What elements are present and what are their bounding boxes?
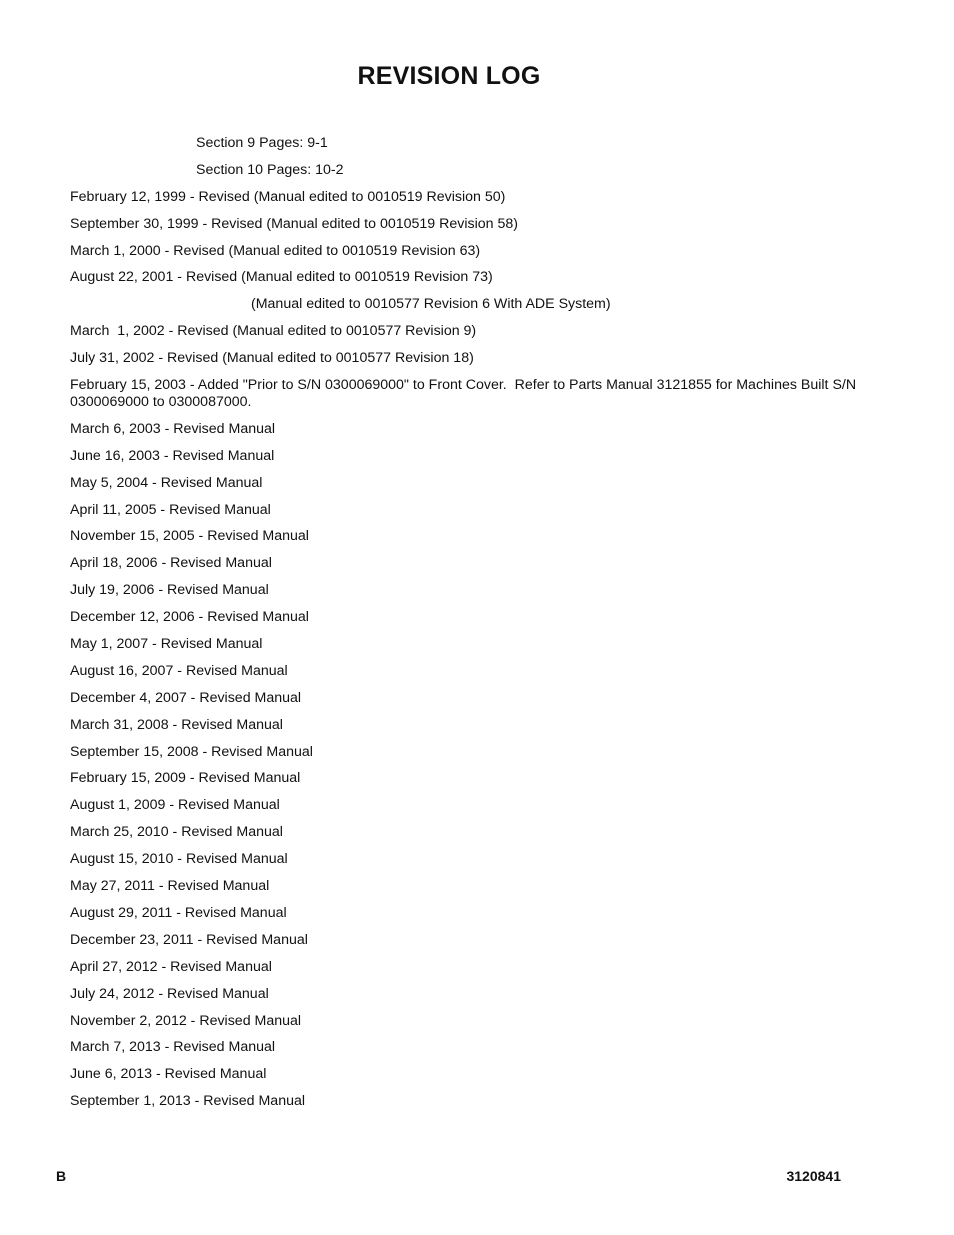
revision-entry: March 1, 2002 - Revised (Manual edited to 0010577 Revision 9) xyxy=(70,323,477,340)
revision-entry: November 2, 2012 - Revised Manual xyxy=(70,1012,302,1029)
revision-entry: May 27, 2011 - Revised Manual xyxy=(70,878,270,895)
revision-entry: March 31, 2008 - Revised Manual xyxy=(70,716,283,733)
revision-entry: November 15, 2005 - Revised Manual xyxy=(70,528,309,545)
revision-entry: March 1, 2000 - Revised (Manual edited to 0010519 Revision 63) xyxy=(70,242,481,259)
revision-entry: September 1, 2013 - Revised Manual xyxy=(70,1093,306,1110)
revision-entry: April 18, 2006 - Revised Manual xyxy=(70,555,272,572)
revision-entry: March 6, 2003 - Revised Manual xyxy=(70,420,276,437)
revision-entry: December 4, 2007 - Revised Manual xyxy=(70,689,302,706)
revision-entry: April 27, 2012 - Revised Manual xyxy=(70,958,272,975)
revision-entry: March 7, 2013 - Revised Manual xyxy=(70,1039,276,1056)
revision-entry: February 15, 2009 - Revised Manual xyxy=(70,770,301,787)
revision-entry: June 6, 2013 - Revised Manual xyxy=(70,1066,267,1083)
revision-entry: August 15, 2010 - Revised Manual xyxy=(70,851,288,868)
revision-entry: February 12, 1999 - Revised (Manual edited to 0010519 Revision 50) xyxy=(70,188,506,205)
revision-entry: May 1, 2007 - Revised Manual xyxy=(70,636,263,653)
revision-entry: May 5, 2004 - Revised Manual xyxy=(70,474,263,491)
revision-list xyxy=(70,135,870,1120)
revision-entry: August 1, 2009 - Revised Manual xyxy=(70,797,280,814)
revision-entry: (Manual edited to 0010577 Revision 6 With ADE System) xyxy=(251,296,611,313)
revision-entry: July 31, 2002 - Revised (Manual edited to 0010577 Revision 18) xyxy=(70,350,474,367)
revision-entry: August 16, 2007 - Revised Manual xyxy=(70,662,288,679)
revision-entry: Section 10 Pages: 10-2 xyxy=(196,161,344,178)
page-title: REVISION LOG xyxy=(357,62,541,90)
revision-entry: December 12, 2006 - Revised Manual xyxy=(70,609,309,626)
revision-entry: August 22, 2001 - Revised (Manual edited to 0010519 Revision 73) xyxy=(70,269,493,286)
revision-entry: July 19, 2006 - Revised Manual xyxy=(70,582,269,599)
revision-entry: August 29, 2011 - Revised Manual xyxy=(70,904,287,921)
document-number: 3120841 xyxy=(786,1168,841,1184)
page-number: B xyxy=(56,1168,67,1184)
revision-entry: March 25, 2010 - Revised Manual xyxy=(70,824,283,841)
revision-entry: April 11, 2005 - Revised Manual xyxy=(70,501,271,518)
revision-entry: June 16, 2003 - Revised Manual xyxy=(70,447,275,464)
revision-entry: December 23, 2011 - Revised Manual xyxy=(70,931,308,948)
revision-entry: February 15, 2003 - Added "Prior to S/N 0300069000" to Front Cover. Refer to Parts Manual 3121855 for Machines Built S/N 0300069000 to 0300087000. xyxy=(70,377,861,411)
revision-entry: Section 9 Pages: 9-1 xyxy=(196,135,328,151)
revision-entry: July 24, 2012 - Revised Manual xyxy=(70,985,269,1002)
revision-entry: September 15, 2008 - Revised Manual xyxy=(70,743,313,760)
revision-entry: September 30, 1999 - Revised (Manual edited to 0010519 Revision 58) xyxy=(70,215,518,232)
